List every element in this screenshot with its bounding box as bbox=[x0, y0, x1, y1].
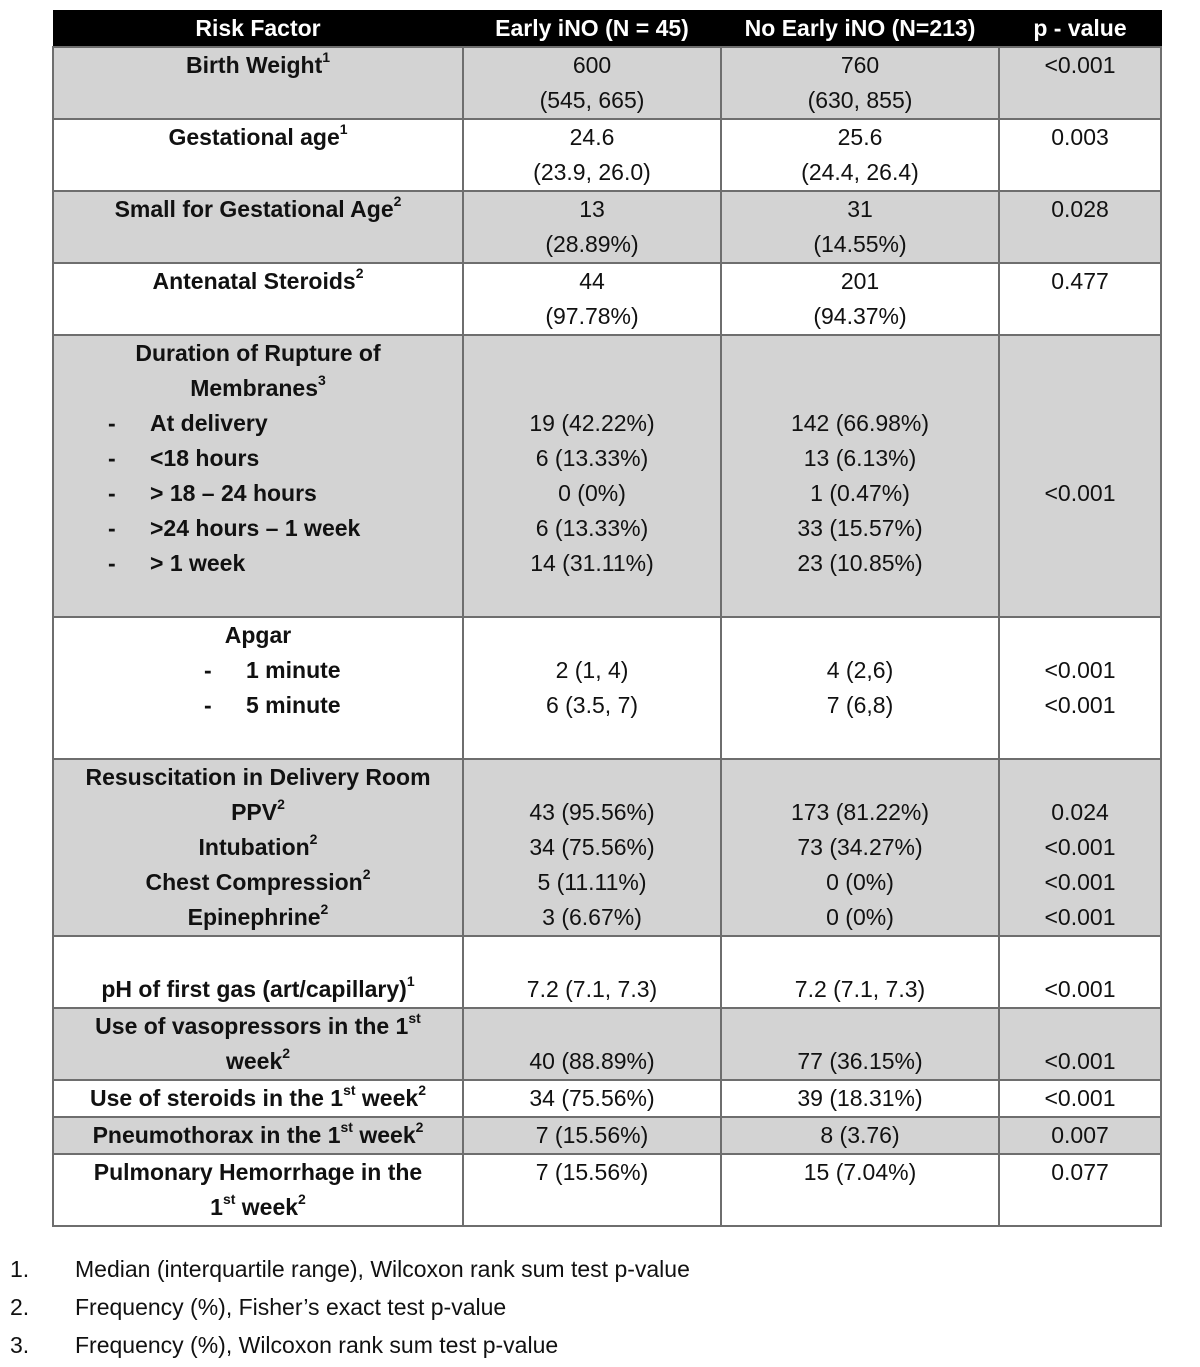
row-label: Pulmonary Hemorrhage in the 1st week$^2$ bbox=[53, 1154, 463, 1226]
risk-factor-table bbox=[52, 10, 1162, 1227]
cell-p-value: <0.001 bbox=[999, 1080, 1161, 1117]
cell-p-value: 0.077 bbox=[999, 1154, 1161, 1226]
cell-early: 40 (88.89%) bbox=[463, 1008, 721, 1080]
cell-early: 600 (545, 665) bbox=[463, 47, 721, 119]
cell-no-early: 760 (630, 855) bbox=[721, 47, 999, 119]
row-label: Antenatal Steroids$^2$ bbox=[53, 263, 463, 335]
rupture-item: - At delivery bbox=[108, 410, 268, 436]
row-label: Duration of Rupture of Membranes$^3$ - At delivery - <18 hours - > 18 – 24 hours - >24 hours – 1 week - > 1 week bbox=[53, 335, 463, 617]
apgar-item: - 1 minute bbox=[204, 657, 341, 683]
footnote-item: 3. Frequency (%), Wilcoxon rank sum test p-value bbox=[10, 1332, 559, 1358]
apgar-item: - 5 minute bbox=[204, 692, 341, 718]
cell-early: 44 (97.78%) bbox=[463, 263, 721, 335]
row-label: Small for Gestational Age$^2$ bbox=[53, 191, 463, 263]
table-row-gestational-age bbox=[53, 119, 1161, 191]
cell-no-early: 173 (81.22%) 73 (34.27%) 0 (0%) 0 (0%) bbox=[721, 759, 999, 936]
row-label: Pneumothorax in the 1st week$^2$ bbox=[53, 1117, 463, 1154]
table-row-pulmonary-hemorrhage bbox=[53, 1154, 1161, 1226]
table-row-resuscitation bbox=[53, 759, 1161, 936]
rupture-item: - > 1 week bbox=[108, 550, 246, 576]
cell-no-early: 31 (14.55%) bbox=[721, 191, 999, 263]
footnote-item: 2. Frequency (%), Fisher’s exact test p-value bbox=[10, 1294, 507, 1320]
header-no-early-ino: No Early iNO (N=213) bbox=[721, 11, 999, 48]
table-row-ph-first-gas bbox=[53, 936, 1161, 1008]
row-label: Apgar - 1 minute - 5 minute bbox=[53, 617, 463, 759]
cell-p-value: <0.001 bbox=[999, 936, 1161, 1008]
cell-p-value: <0.001 bbox=[999, 335, 1161, 617]
footnotes-list bbox=[10, 1250, 1110, 1364]
table-row-small-for-gestational-age bbox=[53, 191, 1161, 263]
cell-p-value: <0.001 <0.001 bbox=[999, 617, 1161, 759]
table-header-row bbox=[53, 11, 1161, 48]
row-label: Birth Weight$^1$ bbox=[53, 47, 463, 119]
table-row-rupture-of-membranes bbox=[53, 335, 1161, 617]
table-row-steroids-first-week bbox=[53, 1080, 1161, 1117]
header-early-ino: Early iNO (N = 45) bbox=[463, 11, 721, 48]
cell-early: 19 (42.22%) 6 (13.33%) 0 (0%) 6 (13.33%) 14 (31.11%) bbox=[463, 335, 721, 617]
cell-p-value: 0.003 bbox=[999, 119, 1161, 191]
cell-early: 24.6 (23.9, 26.0) bbox=[463, 119, 721, 191]
footnote-item: 1. Median (interquartile range), Wilcoxon rank sum test p-value bbox=[10, 1256, 690, 1282]
cell-no-early: 15 (7.04%) bbox=[721, 1154, 999, 1226]
cell-no-early: 77 (36.15%) bbox=[721, 1008, 999, 1080]
cell-p-value: <0.001 bbox=[999, 47, 1161, 119]
cell-p-value: <0.001 bbox=[999, 1008, 1161, 1080]
row-label: pH of first gas (art/capillary)$^1$ bbox=[53, 936, 463, 1008]
cell-no-early: 39 (18.31%) bbox=[721, 1080, 999, 1117]
table-row-vasopressors bbox=[53, 1008, 1161, 1080]
cell-early: 34 (75.56%) bbox=[463, 1080, 721, 1117]
cell-p-value: 0.028 bbox=[999, 191, 1161, 263]
cell-no-early: 4 (2,6) 7 (6,8) bbox=[721, 617, 999, 759]
cell-early: 2 (1, 4) 6 (3.5, 7) bbox=[463, 617, 721, 759]
row-label: Use of vasopressors in the 1st week$^2$ bbox=[53, 1008, 463, 1080]
cell-no-early: 7.2 (7.1, 7.3) bbox=[721, 936, 999, 1008]
rupture-item: - >24 hours – 1 week bbox=[108, 515, 361, 541]
rupture-item: - > 18 – 24 hours bbox=[108, 480, 317, 506]
row-label: Use of steroids in the 1st week$^2$ bbox=[53, 1080, 463, 1117]
row-label: Gestational age$^1$ bbox=[53, 119, 463, 191]
rupture-item: - <18 hours bbox=[108, 445, 260, 471]
header-risk-factor: Risk Factor bbox=[53, 11, 463, 48]
cell-p-value: 0.477 bbox=[999, 263, 1161, 335]
cell-early: 13 (28.89%) bbox=[463, 191, 721, 263]
table-row-birth-weight bbox=[53, 47, 1161, 119]
cell-early: 43 (95.56%) 34 (75.56%) 5 (11.11%) 3 (6.67%) bbox=[463, 759, 721, 936]
cell-no-early: 201 (94.37%) bbox=[721, 263, 999, 335]
row-label: Resuscitation in Delivery Room PPV$^2$ Intubation$^2$ Chest Compression$^2$ Epinephrine$^2$ bbox=[53, 759, 463, 936]
cell-early: 7 (15.56%) bbox=[463, 1117, 721, 1154]
cell-no-early: 8 (3.76) bbox=[721, 1117, 999, 1154]
cell-no-early: 25.6 (24.4, 26.4) bbox=[721, 119, 999, 191]
table-row-apgar bbox=[53, 617, 1161, 759]
cell-p-value: 0.007 bbox=[999, 1117, 1161, 1154]
cell-early: 7 (15.56%) bbox=[463, 1154, 721, 1226]
table-row-antenatal-steroids bbox=[53, 263, 1161, 335]
cell-no-early: 142 (66.98%) 13 (6.13%) 1 (0.47%) 33 (15.57%) 23 (10.85%) bbox=[721, 335, 999, 617]
header-p-value: p - value bbox=[999, 11, 1161, 48]
cell-early: 7.2 (7.1, 7.3) bbox=[463, 936, 721, 1008]
table-row-pneumothorax bbox=[53, 1117, 1161, 1154]
cell-p-value: 0.024 <0.001 <0.001 <0.001 bbox=[999, 759, 1161, 936]
